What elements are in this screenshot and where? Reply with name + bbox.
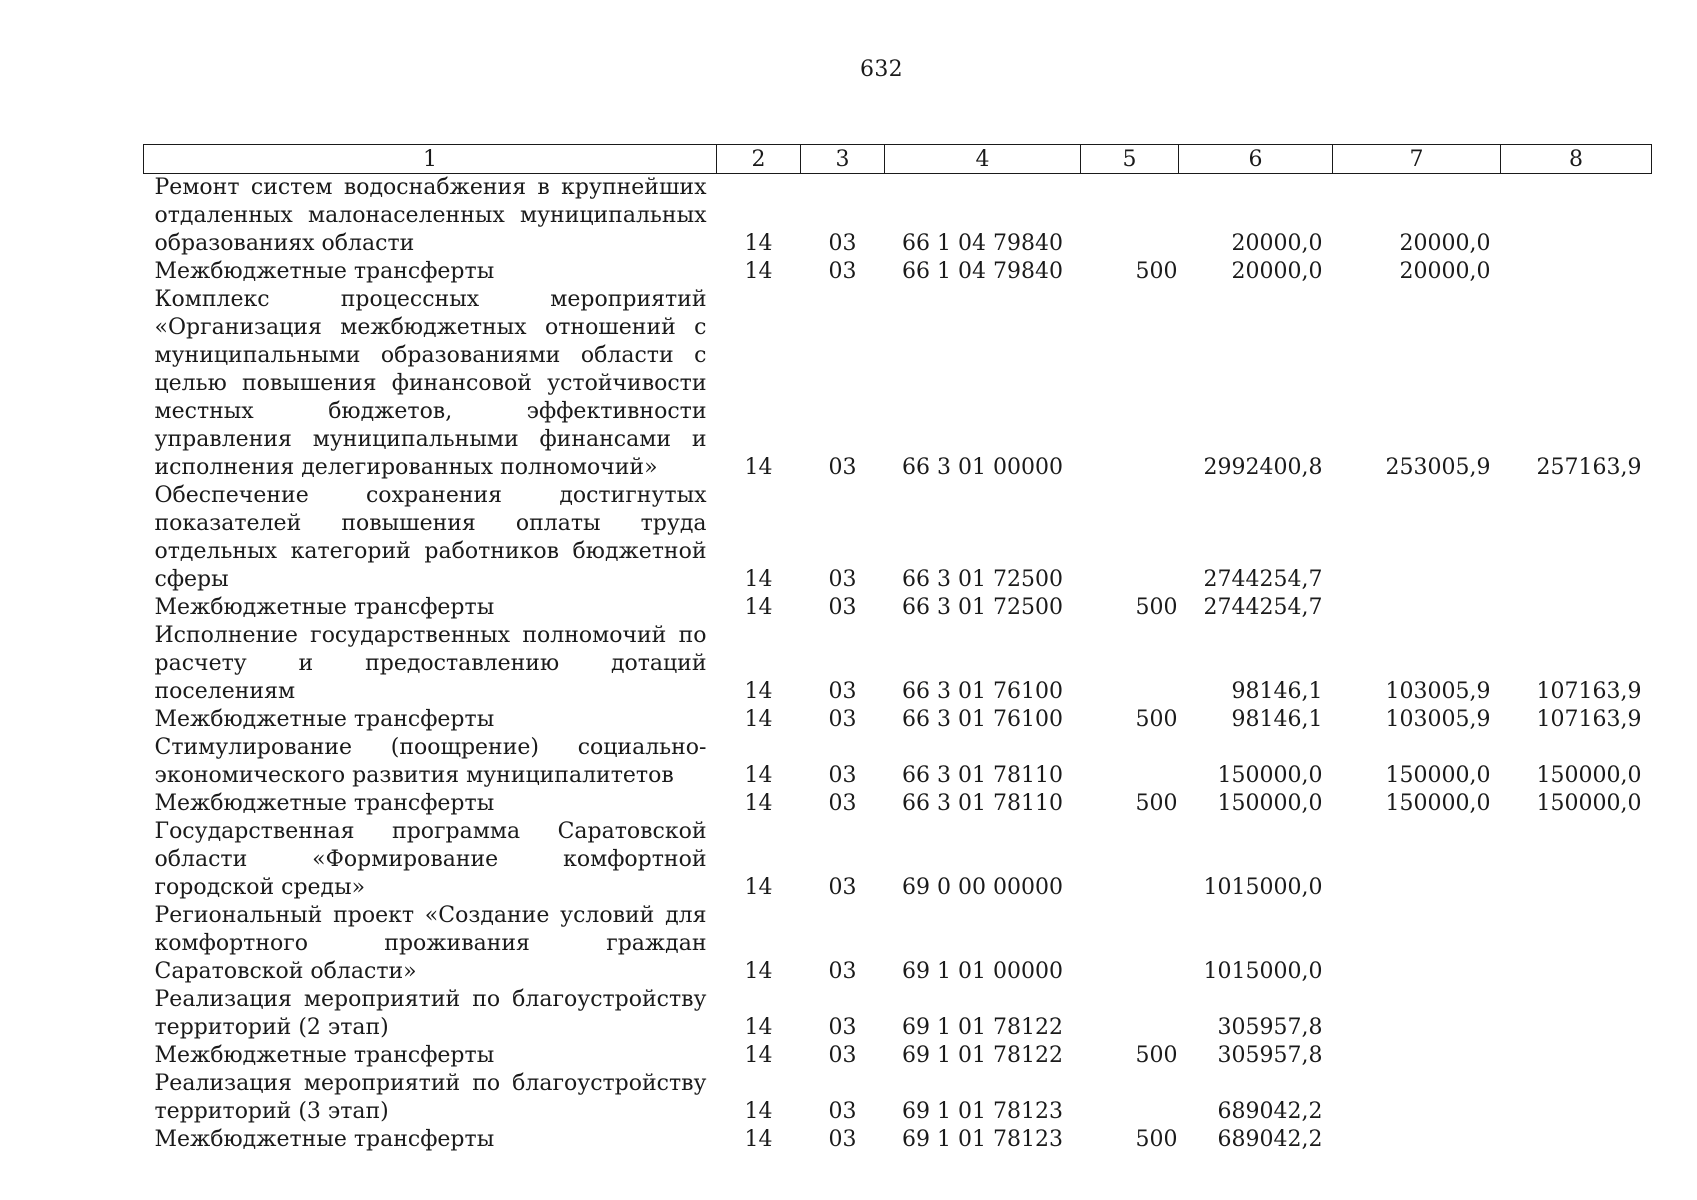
section-code-cell: 14	[744, 707, 773, 732]
amount-col7-cell	[1333, 594, 1501, 622]
amount-col7-cell: 253005,9	[1385, 455, 1491, 480]
column-header-5: 5	[1081, 145, 1179, 174]
amount-col7-cell: 20000,0	[1399, 231, 1491, 256]
amount-col8-cell	[1501, 174, 1652, 259]
amount-col6-cell: 20000,0	[1231, 231, 1323, 256]
subsection-code-cell: 03	[828, 1127, 857, 1152]
expense-type-cell: 500	[1135, 1043, 1178, 1068]
section-code-cell: 14	[744, 875, 773, 900]
subsection-code-cell: 03	[828, 455, 857, 480]
target-article-cell: 69 1 01 00000	[902, 959, 1063, 984]
amount-col8-cell: 150000,0	[1536, 763, 1642, 788]
amount-col6-cell: 20000,0	[1231, 259, 1323, 284]
target-article-cell: 66 3 01 78110	[902, 763, 1063, 788]
target-article-cell: 66 1 04 79840	[902, 259, 1063, 284]
amount-col6-cell: 1015000,0	[1203, 959, 1323, 984]
section-code-cell: 14	[744, 679, 773, 704]
table-row	[144, 902, 1652, 986]
row-name-cell: Межбюджетные трансферты	[154, 595, 495, 620]
expense-type-cell: 500	[1135, 259, 1178, 284]
amount-col6-cell: 1015000,0	[1203, 875, 1323, 900]
expense-type-cell	[1081, 986, 1179, 1042]
amount-col6-cell: 305957,8	[1217, 1015, 1323, 1040]
table-row	[144, 790, 1652, 818]
expense-type-cell: 500	[1135, 707, 1178, 732]
amount-col7-cell	[1333, 818, 1501, 902]
column-header-7: 7	[1333, 145, 1501, 174]
column-header-6: 6	[1179, 145, 1333, 174]
subsection-code-cell: 03	[828, 875, 857, 900]
expense-type-cell	[1081, 818, 1179, 902]
row-name-cell: Исполнение государственных полномочий по расчету и предоставлению дотаций поселениям	[154, 623, 707, 704]
expense-type-cell: 500	[1135, 791, 1178, 816]
section-code-cell: 14	[744, 455, 773, 480]
target-article-cell: 66 3 01 76100	[902, 679, 1063, 704]
expense-type-cell	[1081, 734, 1179, 790]
section-code-cell: 14	[744, 763, 773, 788]
section-code-cell: 14	[744, 567, 773, 592]
expense-type-cell	[1081, 174, 1179, 259]
amount-col7-cell: 20000,0	[1399, 259, 1491, 284]
section-code-cell: 14	[744, 259, 773, 284]
amount-col8-cell: 107163,9	[1536, 707, 1642, 732]
target-article-cell: 66 3 01 72500	[902, 595, 1063, 620]
target-article-cell: 69 1 01 78122	[902, 1015, 1063, 1040]
subsection-code-cell: 03	[828, 567, 857, 592]
table-row	[144, 482, 1652, 594]
amount-col6-cell: 150000,0	[1217, 763, 1323, 788]
subsection-code-cell: 03	[828, 595, 857, 620]
row-name-cell: Межбюджетные трансферты	[154, 791, 495, 816]
amount-col6-cell: 2992400,8	[1203, 455, 1323, 480]
table-row	[144, 594, 1652, 622]
amount-col7-cell	[1333, 1126, 1501, 1154]
row-name-cell: Региональный проект «Создание условий для комфортного проживания граждан Саратовской области»	[154, 903, 707, 984]
amount-col6-cell: 2744254,7	[1203, 567, 1323, 592]
amount-col6-cell: 305957,8	[1217, 1043, 1323, 1068]
amount-col8-cell	[1501, 482, 1652, 594]
expense-type-cell	[1081, 622, 1179, 706]
subsection-code-cell: 03	[828, 259, 857, 284]
section-code-cell: 14	[744, 1015, 773, 1040]
section-code-cell: 14	[744, 1043, 773, 1068]
table-body	[144, 174, 1652, 1155]
amount-col7-cell	[1333, 902, 1501, 986]
amount-col7-cell: 103005,9	[1385, 707, 1491, 732]
amount-col8-cell	[1501, 258, 1652, 286]
target-article-cell: 66 3 01 72500	[902, 567, 1063, 592]
amount-col7-cell: 150000,0	[1385, 791, 1491, 816]
amount-col6-cell: 98146,1	[1231, 707, 1323, 732]
subsection-code-cell: 03	[828, 679, 857, 704]
amount-col6-cell: 689042,2	[1217, 1127, 1323, 1152]
table-row	[144, 1070, 1652, 1126]
page-number: 632	[860, 57, 903, 82]
table-row	[144, 1126, 1652, 1154]
table-row	[144, 1042, 1652, 1070]
target-article-cell: 69 1 01 78123	[902, 1127, 1063, 1152]
amount-col6-cell: 689042,2	[1217, 1099, 1323, 1124]
column-header-1: 1	[144, 145, 717, 174]
column-header-4: 4	[885, 145, 1081, 174]
expense-type-cell	[1081, 482, 1179, 594]
table-row	[144, 986, 1652, 1042]
amount-col8-cell	[1501, 1070, 1652, 1126]
target-article-cell: 69 0 00 00000	[902, 875, 1063, 900]
amount-col7-cell: 150000,0	[1385, 763, 1491, 788]
amount-col6-cell: 2744254,7	[1203, 595, 1323, 620]
column-header-2: 2	[717, 145, 801, 174]
table-row	[144, 174, 1652, 259]
section-code-cell: 14	[744, 231, 773, 256]
table-row	[144, 286, 1652, 482]
table-row	[144, 706, 1652, 734]
table-row	[144, 622, 1652, 706]
table-row	[144, 734, 1652, 790]
table-row	[144, 258, 1652, 286]
subsection-code-cell: 03	[828, 231, 857, 256]
amount-col8-cell: 257163,9	[1536, 455, 1642, 480]
target-article-cell: 66 3 01 78110	[902, 791, 1063, 816]
table-header-row	[144, 145, 1652, 174]
column-header-3: 3	[801, 145, 885, 174]
subsection-code-cell: 03	[828, 1043, 857, 1068]
amount-col8-cell	[1501, 1042, 1652, 1070]
section-code-cell: 14	[744, 1099, 773, 1124]
row-name-cell: Государственная программа Саратовской области «Формирование комфортной городской среды»	[154, 819, 707, 900]
amount-col7-cell	[1333, 1070, 1501, 1126]
row-name-cell: Ремонт систем водоснабжения в крупнейших отдаленных малонаселенных муниципальных образованиях области	[154, 175, 707, 256]
target-article-cell: 66 1 04 79840	[902, 231, 1063, 256]
amount-col8-cell	[1501, 1126, 1652, 1154]
target-article-cell: 69 1 01 78122	[902, 1043, 1063, 1068]
subsection-code-cell: 03	[828, 763, 857, 788]
amount-col6-cell: 150000,0	[1217, 791, 1323, 816]
subsection-code-cell: 03	[828, 959, 857, 984]
section-code-cell: 14	[744, 791, 773, 816]
amount-col8-cell	[1501, 818, 1652, 902]
subsection-code-cell: 03	[828, 1099, 857, 1124]
amount-col8-cell: 150000,0	[1536, 791, 1642, 816]
row-name-cell: Реализация мероприятий по благоустройству территорий (2 этап)	[154, 987, 707, 1040]
amount-col7-cell	[1333, 1042, 1501, 1070]
amount-col6-cell: 98146,1	[1231, 679, 1323, 704]
table-row	[144, 818, 1652, 902]
amount-col7-cell: 103005,9	[1385, 679, 1491, 704]
budget-table	[143, 144, 1652, 1154]
row-name-cell: Комплекс процессных мероприятий «Организация межбюджетных отношений с муниципальными образованиями области с целью повышения финансовой устойчивости местных бюджетов, эффективности управления муниципальными финансами и исполнения делегированных полномочий»	[154, 287, 707, 480]
expense-type-cell	[1081, 902, 1179, 986]
amount-col7-cell	[1333, 986, 1501, 1042]
row-name-cell: Межбюджетные трансферты	[154, 259, 495, 284]
section-code-cell: 14	[744, 1127, 773, 1152]
amount-col8-cell: 107163,9	[1536, 679, 1642, 704]
expense-type-cell	[1081, 1070, 1179, 1126]
target-article-cell: 66 3 01 00000	[902, 455, 1063, 480]
row-name-cell: Межбюджетные трансферты	[154, 707, 495, 732]
target-article-cell: 66 3 01 76100	[902, 707, 1063, 732]
expense-type-cell: 500	[1135, 595, 1178, 620]
subsection-code-cell: 03	[828, 707, 857, 732]
expense-type-cell	[1081, 286, 1179, 482]
row-name-cell: Реализация мероприятий по благоустройству территорий (3 этап)	[154, 1071, 707, 1124]
expense-type-cell: 500	[1135, 1127, 1178, 1152]
subsection-code-cell: 03	[828, 791, 857, 816]
target-article-cell: 69 1 01 78123	[902, 1099, 1063, 1124]
amount-col8-cell	[1501, 986, 1652, 1042]
row-name-cell: Обеспечение сохранения достигнутых показателей повышения оплаты труда отдельных категорий работников бюджетной сферы	[154, 483, 707, 592]
amount-col8-cell	[1501, 902, 1652, 986]
section-code-cell: 14	[744, 595, 773, 620]
row-name-cell: Межбюджетные трансферты	[154, 1043, 495, 1068]
column-header-8: 8	[1501, 145, 1652, 174]
subsection-code-cell: 03	[828, 1015, 857, 1040]
amount-col7-cell	[1333, 482, 1501, 594]
amount-col8-cell	[1501, 594, 1652, 622]
row-name-cell: Межбюджетные трансферты	[154, 1127, 495, 1152]
row-name-cell: Стимулирование (поощрение) социально-экономического развития муниципалитетов	[154, 735, 707, 788]
section-code-cell: 14	[744, 959, 773, 984]
